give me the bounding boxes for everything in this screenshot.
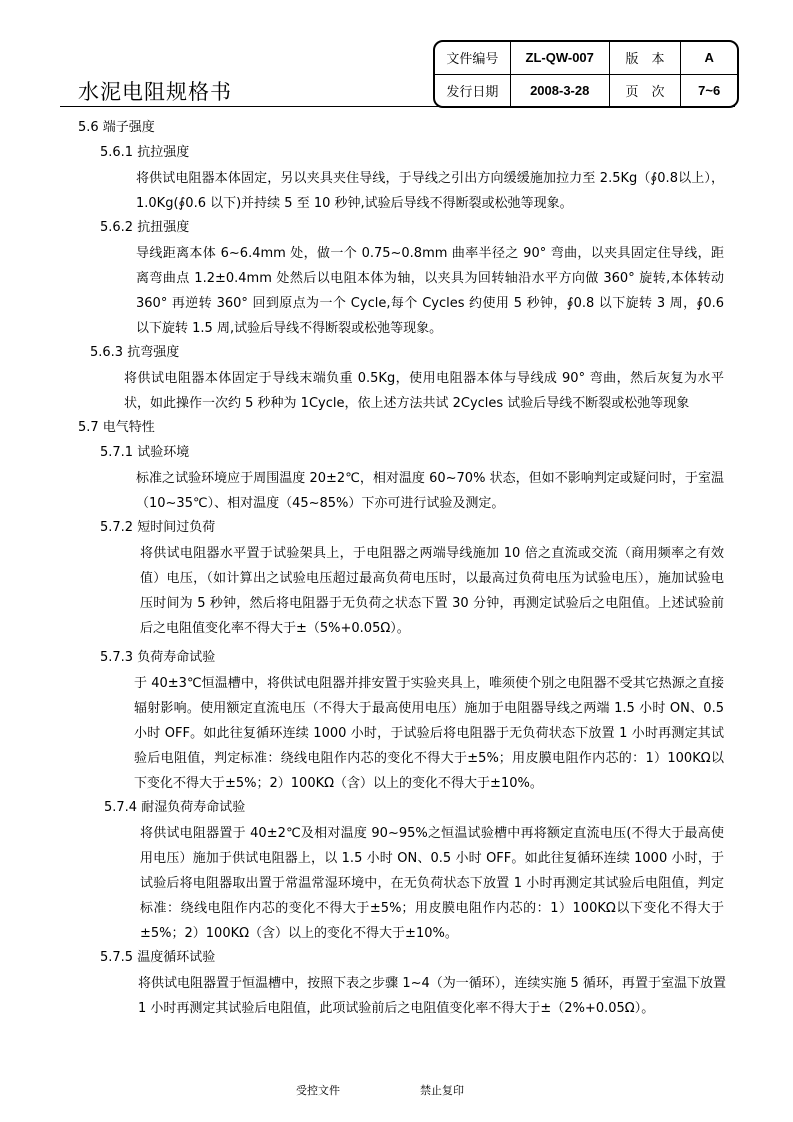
version-label: 版 本 <box>609 42 681 74</box>
section-heading-5-7-3: 5.7.3 负荷寿命试验 <box>100 650 216 665</box>
section-heading-5-6-2: 5.6.2 抗扭强度 <box>100 220 190 235</box>
section-text-5-7-1: 标准之试验环境应于周围温度 20±2℃，相对温度 60~70% 状态，但如不影响判定或疑问时，于室温（10~35℃）、相对温度（45~85%）下亦可进行试验及测定。 <box>136 471 724 511</box>
section-text-5-7-2: 将供试电阻器水平置于试验架具上，于电阻器之两端导线施加 10 倍之直流或交流（商用频率之有效值）电压，（如计算出之试验电压超过最高负荷电压时，以最高过负荷电压为试验电压），施加试验电压时间为 5 秒钟，然后将电阻器于无负荷之状态下置 30 分钟，再测定试验后之电阻值。上述试验前后之电阻值变化率不得大于±（5%+0.05Ω）。 <box>140 546 724 636</box>
page-value: 7~6 <box>681 74 737 106</box>
section-heading-5-7-1: 5.7.1 试验环境 <box>100 445 190 460</box>
section-text-5-6-2: 导线距离本体 6~6.4mm 处，做一个 0.75~0.8mm 曲率半径之 90° 弯曲，以夹具固定住导线，距离弯曲点 1.2±0.4mm 处然后以电阻本体为轴，以夹具为回转轴沿水平方向做 360° 旋转,本体转动 360° 再逆转 360° 回到原点为一个 Cycle,每个 Cycles 约使用 5 秒钟，∮0.8 以下旋转 3 周，∮0.6 以下旋转 1.5 周,试验后导线不得断裂或松弛等现象。 <box>136 246 724 336</box>
document-title: 水泥电阻规格书 <box>78 80 232 104</box>
doc-number-value: ZL-QW-007 <box>510 42 609 74</box>
section-heading-5-7-2: 5.7.2 短时间过负荷 <box>100 520 216 535</box>
section-heading-5-7-5: 5.7.5 温度循环试验 <box>100 950 216 965</box>
section-text-5-7-5: 将供试电阻器置于恒温槽中，按照下表之步骤 1~4（为一循环），连续实施 5 循环，再置于室温下放置 1 小时再测定其试验后电阻值，此项试验前后之电阻值变化率不得大于±（2%+0.05Ω）。 <box>138 976 726 1016</box>
section-text-5-6-3: 将供试电阻器本体固定于导线末端负重 0.5Kg，使用电阻器本体与导线成 90° 弯曲，然后灰复为水平状，如此操作一次约 5 秒种为 1Cycle，依上述方法共试 2Cycles 试验后导线不断裂或松弛等现象 <box>124 371 724 411</box>
section-text-5-7-4: 将供试电阻器置于 40±2℃及相对温度 90~95%之恒温试验槽中再将额定直流电压(不得大于最高使用电压）施加于供试电阻器上，以 1.5 小时 ON、0.5 小时 OFF。如此往复循环连续 1000 小时，于试验后将电阻器取出置于常温常湿环境中，在无负荷状态下放置 1 小时再测定其试验后电阻值，判定标准：绕线电阻作内芯的变化不得大于±5%；用皮膜电阻作内芯的：1）100KΩ以下变化不得大于±5%；2）100KΩ（含）以上的变化不得大于±10%。 <box>140 826 724 941</box>
section-heading-5-6-1: 5.6.1 抗拉强度 <box>100 145 190 160</box>
section-heading-5-7: 5.7 电气特性 <box>78 420 155 435</box>
version-value: A <box>681 42 737 74</box>
issue-date-value: 2008-3-28 <box>510 74 609 106</box>
controlled-document-label: 受控文件 <box>296 1084 340 1097</box>
section-text-5-6-1: 将供试电阻器本体固定，另以夹具夹住导线，于导线之引出方向缓缓施加拉力至 2.5Kg（∮0.8以上），1.0Kg(∮0.6 以下)并持续 5 至 10 秒钟,试验后导线不得断裂或松弛等现象。 <box>136 171 724 211</box>
page-label: 页 次 <box>609 74 681 106</box>
issue-date-label: 发行日期 <box>435 74 510 106</box>
section-heading-5-6-3: 5.6.3 抗弯强度 <box>90 345 180 360</box>
doc-number-label: 文件编号 <box>435 42 510 74</box>
section-heading-5-6: 5.6 端子强度 <box>78 120 155 135</box>
header-divider <box>60 106 735 107</box>
section-text-5-7-3: 于 40±3℃恒温槽中，将供试电阻器并排安置于实验夹具上，唯须使个别之电阻器不受其它热源之直接辐射影响。使用额定直流电压（不得大于最高使用电压）施加于电阻器导线之两端 1.5 小时 ON、0.5 小时 OFF。如此往复循环连续 1000 小时，于试验后将电阻器于无负荷状态下放置 1 小时再测定其试验后电阻值，判定标准：绕线电阻作内芯的变化不得大于±5%；用皮膜电阻作内芯的：1）100KΩ以下变化不得大于±5%；2）100KΩ（含）以上的变化不得大于±10%。 <box>134 676 724 791</box>
section-heading-5-7-4: 5.7.4 耐湿负荷寿命试验 <box>104 800 246 815</box>
document-info-table <box>433 40 739 108</box>
no-copy-label: 禁止复印 <box>420 1084 464 1097</box>
